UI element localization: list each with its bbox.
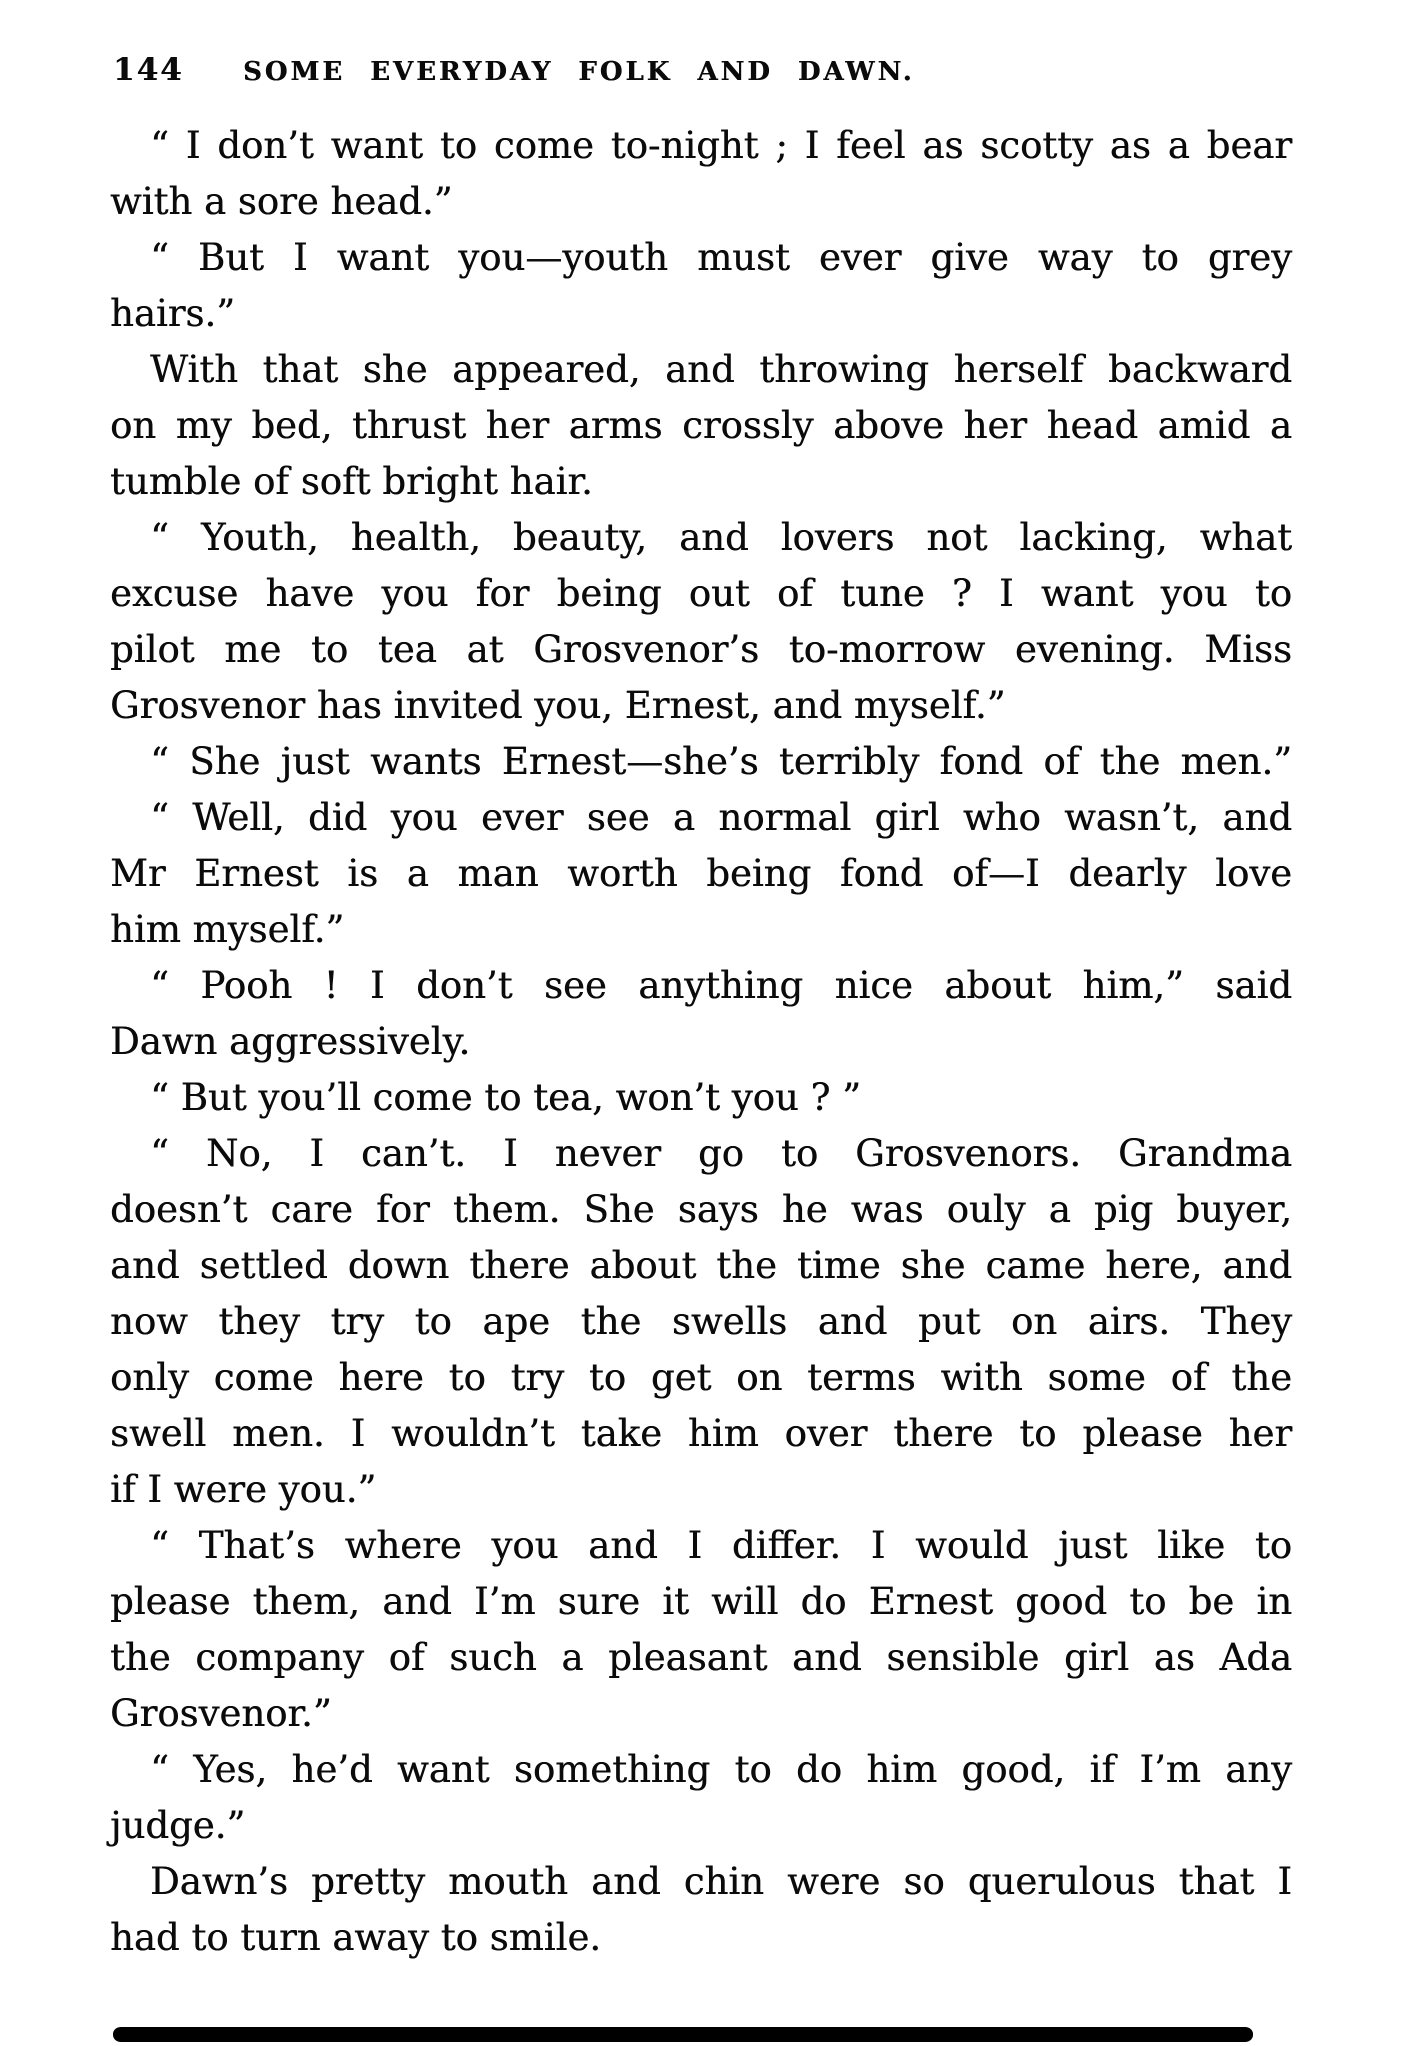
text-line: “ I don’t want to come to-night ; I feel as scotty as a bear xyxy=(150,124,1292,167)
text-line: tumble of soft bright hair. xyxy=(110,460,593,503)
text-line: please them, and I’m sure it will do Ernest good to be in xyxy=(110,1580,1292,1623)
text-line: now they try to ape the swells and put on airs. They xyxy=(110,1300,1292,1343)
text-line: swell men. I wouldn’t take him over there to please her xyxy=(110,1412,1292,1455)
text-line: Grosvenor.” xyxy=(110,1692,332,1735)
text-line: “ Well, did you ever see a normal girl who wasn’t, and xyxy=(150,796,1292,839)
text-line: had to turn away to smile. xyxy=(110,1916,601,1959)
text-line: pilot me to tea at Grosvenor’s to-morrow evening. Miss xyxy=(110,628,1292,671)
text-line: judge.” xyxy=(110,1804,246,1847)
text-line: “ No, I can’t. I never go to Grosvenors. Grandma xyxy=(150,1132,1292,1175)
text-line: “ Youth, health, beauty, and lovers not lacking, what xyxy=(150,516,1292,559)
text-line: “ But you’ll come to tea, won’t you ? ” xyxy=(150,1076,861,1119)
text-line: Mr Ernest is a man worth being fond of—I dearly love xyxy=(110,852,1292,895)
text-line: and settled down there about the time she came here, and xyxy=(110,1244,1292,1287)
text-line: Dawn’s pretty mouth and chin were so querulous that I xyxy=(150,1860,1292,1903)
scan-artifact-bar xyxy=(113,2027,1253,2042)
text-line: Grosvenor has invited you, Ernest, and myself.” xyxy=(110,684,1006,727)
text-line: him myself.” xyxy=(110,908,345,951)
page-header xyxy=(0,0,1401,110)
text-line: “ Yes, he’d want something to do him good, if I’m any xyxy=(150,1748,1292,1791)
text-line: the company of such a pleasant and sensible girl as Ada xyxy=(110,1636,1292,1679)
text-line: “ But I want you—youth must ever give way to grey xyxy=(150,236,1292,279)
text-line: only come here to try to get on terms with some of the xyxy=(110,1356,1292,1399)
text-line: if I were you.” xyxy=(110,1468,377,1511)
text-line: excuse have you for being out of tune ? I want you to xyxy=(110,572,1292,615)
text-line: on my bed, thrust her arms crossly above her head amid a xyxy=(110,404,1292,447)
text-line: “ That’s where you and I differ. I would just like to xyxy=(150,1524,1292,1567)
text-line: doesn’t care for them. She says he was ouly a pig buyer, xyxy=(110,1188,1292,1231)
running-title: SOME EVERYDAY FOLK AND DAWN. xyxy=(243,57,915,87)
text-line: Dawn aggressively. xyxy=(110,1020,471,1063)
text-line: “ She just wants Ernest—she’s terribly fond of the men.” xyxy=(150,740,1292,783)
text-line: hairs.” xyxy=(110,292,236,335)
text-line: With that she appeared, and throwing herself backward xyxy=(150,348,1292,391)
text-line: with a sore head.” xyxy=(110,180,453,223)
text-line: “ Pooh ! I don’t see anything nice about him,” said xyxy=(150,964,1292,1007)
page-number: 144 xyxy=(113,52,184,88)
body-text xyxy=(110,118,1292,1966)
